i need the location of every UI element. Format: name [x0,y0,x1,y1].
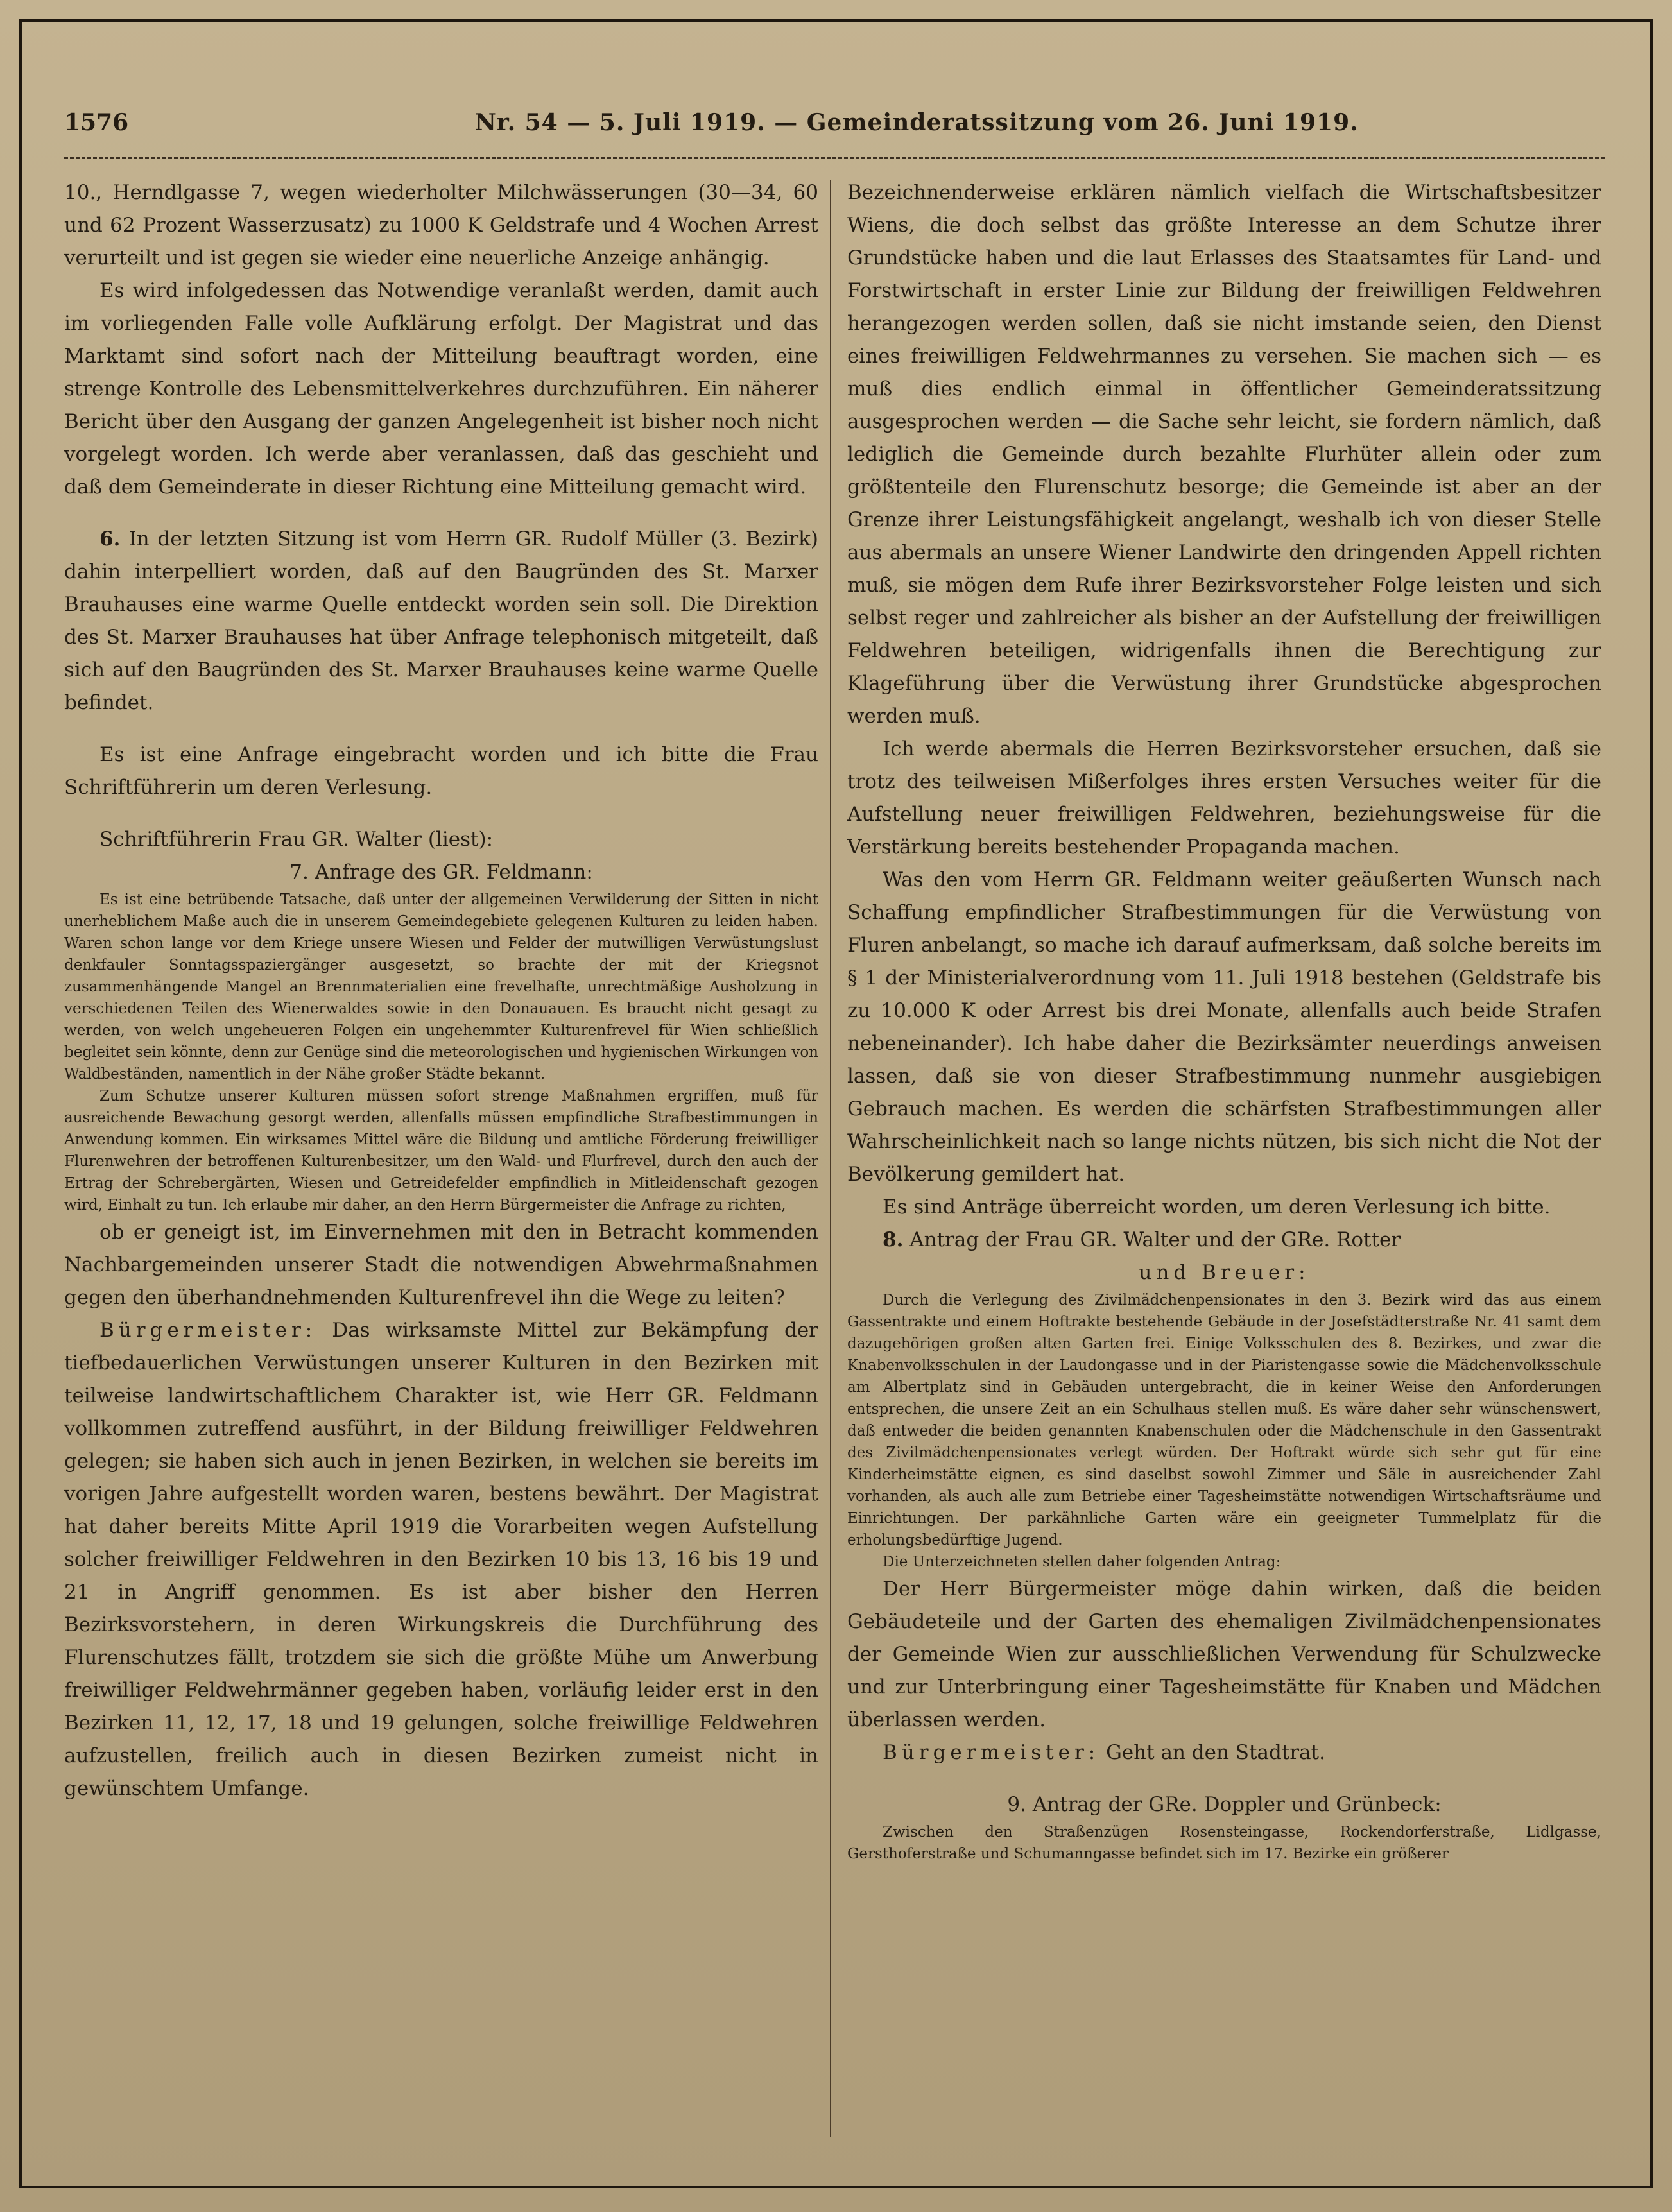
motion-8-mayor-text: Geht an den Stadtrat. [1106,1741,1325,1764]
mayor-reply-text: Das wirksamste Mittel zur Bekämpfung der tiefbedauerlichen Verwüstungen unserer Kulturen in den Bezirken mit teilweise landwirtschaftlichem Charakter ist, wie Herr GR. Feldmann vollkommen zutreffend ausführt, in der Bildung freiwilliger Feldwehren gelegen; sie haben sich auch in jenen Bezirken, in welchen sie bereits im vorigen Jahre aufgestellt worden waren, bestens bewährt. Der Magistrat hat daher bereits Mitte April 1919 die Vorarbeiten wegen Aufstellung solcher freiwilliger Feldwehren in den Bezirken 10 bis 13, 16 bis 19 und 21 in Angriff genommen. Es ist aber bisher den Herren Bezirksvorstehern, in deren Wirkungskreis die Durchführung des Flurenschutzes fällt, trotzdem sie sich die größte Mühe um Anwerbung freiwilliger Feldwehrmänner gegeben haben, vorläufig leider erst in den Bezirken 11, 12, 17, 18 und 19 gelungen, solche freiwillige Feldwehren aufzustellen, freilich auch in diesen Bezirken zumeist nicht in gewünschtem Umfange. [64,1319,818,1800]
page-number: 1576 [64,109,129,136]
mayor-label: Bürgermeister: [99,1319,317,1342]
left-paragraph-1: 10., Herndlgasse 7, wegen wiederholter Milchwässerungen (30—34, 60 und 62 Prozent Wasserzusatz) zu 1000 K Geldstrafe und 4 Wochen Arrest verurteilt und ist gegen sie wieder eine neuerliche Anzeige anhängig. [64,181,818,270]
left-column [64,176,818,2140]
inquiry-7-paragraph-2: Zum Schutze unserer Kulturen müssen sofort strenge Maßnahmen ergriffen, muß für ausreichende Bewachung gesorgt werden, allenfalls müssen empfindliche Strafbestimmungen in Anwendung kommen. Ein wirksames Mittel wäre die Bildung und amtliche Förderung freiwilliger Flurenwehren der betroffenen Kulturenbesitzer, um den Wald- und Flurfrevel, durch den auch der Ertrag der Schrebergärten, Wiesen und Getreidefelder empfindlich in Mitleidenschaft gezogen wird, Einhalt zu tun. Ich erlaube mir daher, an den Herrn Bürgermeister die Anfrage zu richten, [64,1088,818,1213]
right-paragraph-1: Bezeichnenderweise erklären nämlich vielfach die Wirtschaftsbesitzer Wiens, die doch selbst das größte Interesse an dem Schutze ihrer Grundstücke haben und die laut Erlasses des Staatsamtes für Land- und Forstwirtschaft in erster Linie zur Bildung der freiwilligen Feldwehren herangezogen werden sollen, daß sie nicht imstande seien, den Dienst eines freiwilligen Feldwehrmannes zu versehen. Sie machen sich — es muß dies endlich einmal in öffentlicher Gemeinderatssitzung ausgesprochen werden — die Sache sehr leicht, sie fordern nämlich, daß lediglich die Gemeinde durch bezahlte Flurhüter allein oder zum größtenteile den Flurenschutz besorge; die Gemeinde ist aber an der Grenze ihrer Leistungsfähigkeit angelangt, weshalb ich von dieser Stelle aus abermals an unsere Wiener Landwirte den dringenden Appell richten muß, sie mögen dem Rufe ihrer Bezirksvorsteher Folge leisten und sich selbst reger und zahlreicher als bisher an der Aufstellung der freiwilligen Feldwehren beteiligen, widrigenfalls ihnen die Berechtigung zur Klageführung über die Verwüstung ihrer Grundstücke abgesprochen werden muß. [847,181,1601,728]
motion-8-text: Der Herr Bürgermeister möge dahin wirken, daß die beiden Gebäudeteile und der Garten des ehemaligen Zivilmädchenpensionates der Gemeinde Wien zur ausschließlichen Verwendung für Schulzwecke und zur Unterbringung einer Tagesheimstätte für Knaben und Mädchen überlassen werden. [847,1577,1601,1731]
motion-9-title: 9. Antrag der GRe. Doppler und Grünbeck: [1007,1793,1442,1816]
motion-8-rationale: Durch die Verlegung des Zivilmädchenpensionates in den 3. Bezirk wird das aus einem Gassentrakte und einem Hoftrakte bestehende Gebäude in der Josefstädterstraße Nr. 41 samt dem dazugehörigen großen alten Garten frei. Einige Volksschulen des 8. Bezirkes, und zwar die Knabenvolksschulen in der Laudongasse und in der Piaristengasse sowie die Mädchenvolksschule am Albertplatz sind in Gebäuden untergebracht, die in keiner Weise den Anforderungen entsprechen, die unsere Zeit an ein Schulhaus stellen muß. Es wäre daher sehr wünschenswert, daß entweder die beiden genannten Knabenschulen oder die Mädchenschule in den Gassentrakt des Zivilmädchenpensionates verlegt würden. Der Hoftrakt würde sich sehr gut für eine Kinderheimstätte eignen, es sind daselbst sowohl Zimmer und Säle in ausreichender Zahl vorhanden, als auch alle zum Betriebe einer Tagesheimstätte notwendigen Wirtschaftsräume und Einrichtungen. Der parkähnliche Garten wäre ein geeigneter Tummelplatz für die erholungsbedürftige Jugend. [847,1292,1601,1548]
column-divider [830,180,831,2137]
motion-8-title-line-1: Antrag der Frau GR. Walter und der GRe. Rotter [909,1228,1401,1251]
left-paragraph-2: Es wird infolgedessen das Notwendige veranlaßt werden, damit auch im vorliegenden Falle volle Aufklärung erfolgt. Der Magistrat und das Marktamt sind sofort nach der Mitteilung beauftragt worden, eine strenge Kontrolle des Lebensmittelverkehres durchzuführen. Ein näherer Bericht über den Ausgang der ganzen Angelegenheit ist bisher noch nicht vorgelegt worden. Ich werde aber veranlassen, daß das geschieht und daß dem Gemeinderate in dieser Richtung eine Mitteilung gemacht wird. [64,279,818,499]
page-header [64,109,1605,148]
right-column [847,176,1601,2140]
right-paragraph-3: Was den vom Herrn GR. Feldmann weiter geäußerten Wunsch nach Schaffung empfindlicher Strafbestimmungen für die Verwüstung von Fluren anbelangt, so mache ich darauf aufmerksam, daß solche bereits im § 1 der Ministerialverordnung vom 11. Juli 1918 bestehen (Geldstrafe bis zu 10.000 K oder Arrest bis drei Monate, allenfalls auch beide Strafen nebeneinander). Ich habe daher die Bezirksämter neuerdings anweisen lassen, daß sie von dieser Strafbestimmung nunmehr ausgiebigen Gebrauch machen. Es werden die schärfsten Strafbestimmungen aller Wahrscheinlichkeit nach so lange nichts nützen, bis sich nicht die Not der Bevölkerung gemildert hat. [847,868,1601,1186]
motion-8-number: 8. [883,1228,904,1251]
inquiry-7-title: 7. Anfrage des GR. Feldmann: [289,861,593,884]
motion-8-mayor-label: Bürgermeister: [883,1741,1100,1764]
right-paragraph-4: Es sind Anträge überreicht worden, um deren Verlesung ich bitte. [883,1196,1551,1219]
motion-8-title [847,1224,1601,1256]
running-title: Nr. 54 — 5. Juli 1919. — Gemeinderatssitzung vom 26. Juni 1919. [475,109,1359,136]
header-rule [64,157,1605,159]
reader-line: Schriftführerin Frau GR. Walter (liest): [99,828,494,851]
motion-8-mayor-reply [847,1736,1601,1769]
right-paragraph-2: Ich werde abermals die Herren Bezirksvorsteher ersuchen, daß sie trotz des teilweisen Mißerfolges ihres ersten Versuches weiter für die Aufstellung neuer freiwilligen Feldwehren, beziehungsweise für die Verstärkung bereits bestehender Propaganda machen. [847,737,1601,859]
item-6-text: In der letzten Sitzung ist vom Herrn GR. Rudolf Müller (3. Bezirk) dahin interpelliert worden, daß auf den Baugründen des St. Marxer Brauhauses eine warme Quelle entdeckt worden sein soll. Die Direktion des St. Marxer Brauhauses hat über Anfrage telephonisch mitgeteilt, daß sich auf den Baugründen des St. Marxer Brauhauses keine warme Quelle befindet. [64,527,818,714]
motion-9-paragraph-1: Zwischen den Straßenzügen Rosensteingasse, Rockendorferstraße, Lidlgasse, Gersthoferstraße und Schumanngasse befindet sich im 17. Bezirke ein größerer [847,1824,1601,1862]
motion-8-intro: Die Unterzeichneten stellen daher folgenden Antrag: [883,1554,1281,1570]
inquiry-announcement: Es ist eine Anfrage eingebracht worden und ich bitte die Frau Schriftführerin um deren Verlesung. [64,743,818,799]
item-6-paragraph [64,523,818,719]
inquiry-7-question: ob er geneigt ist, im Einvernehmen mit den in Betracht kommenden Nachbargemeinden unserer Stadt die notwendigen Abwehrmaßnahmen gegen den überhandnehmenden Kulturenfrevel ihn die Wege zu leiten? [64,1221,818,1309]
mayor-reply [64,1314,818,1805]
item-6-number: 6. [99,527,121,551]
inquiry-7-paragraph-1: Es ist eine betrübende Tatsache, daß unter der allgemeinen Verwilderung der Sitten in nicht unerheblichem Maße auch die in unserem Gemeindegebiete gelegenen Kulturen zu leiden haben. Waren schon lange vor dem Kriege unsere Wiesen und Felder der mutwilligen Verwüstungslust denkfauler Sonntagsspaziergänger ausgesetzt, so brachte der mit der Kriegsnot zusammenhängende Mangel an Brennmaterialien eine frevelhafte, unrechtmäßige Ausholzung in verschiedenen Teilen des Wienerwaldes sowie in den Donauauen. Es braucht nicht gesagt zu werden, von welch ungeheueren Folgen ein ungehemmter Kulturenfrevel für Wien schließlich begleitet sein könnte, denn zur Genüge sind die meteorologischen und hygienischen Wirkungen von Waldbeständen, namentlich in der Nähe großer Städte bekannt. [64,891,818,1083]
motion-8-title-line-2: und Breuer: [1139,1261,1310,1284]
